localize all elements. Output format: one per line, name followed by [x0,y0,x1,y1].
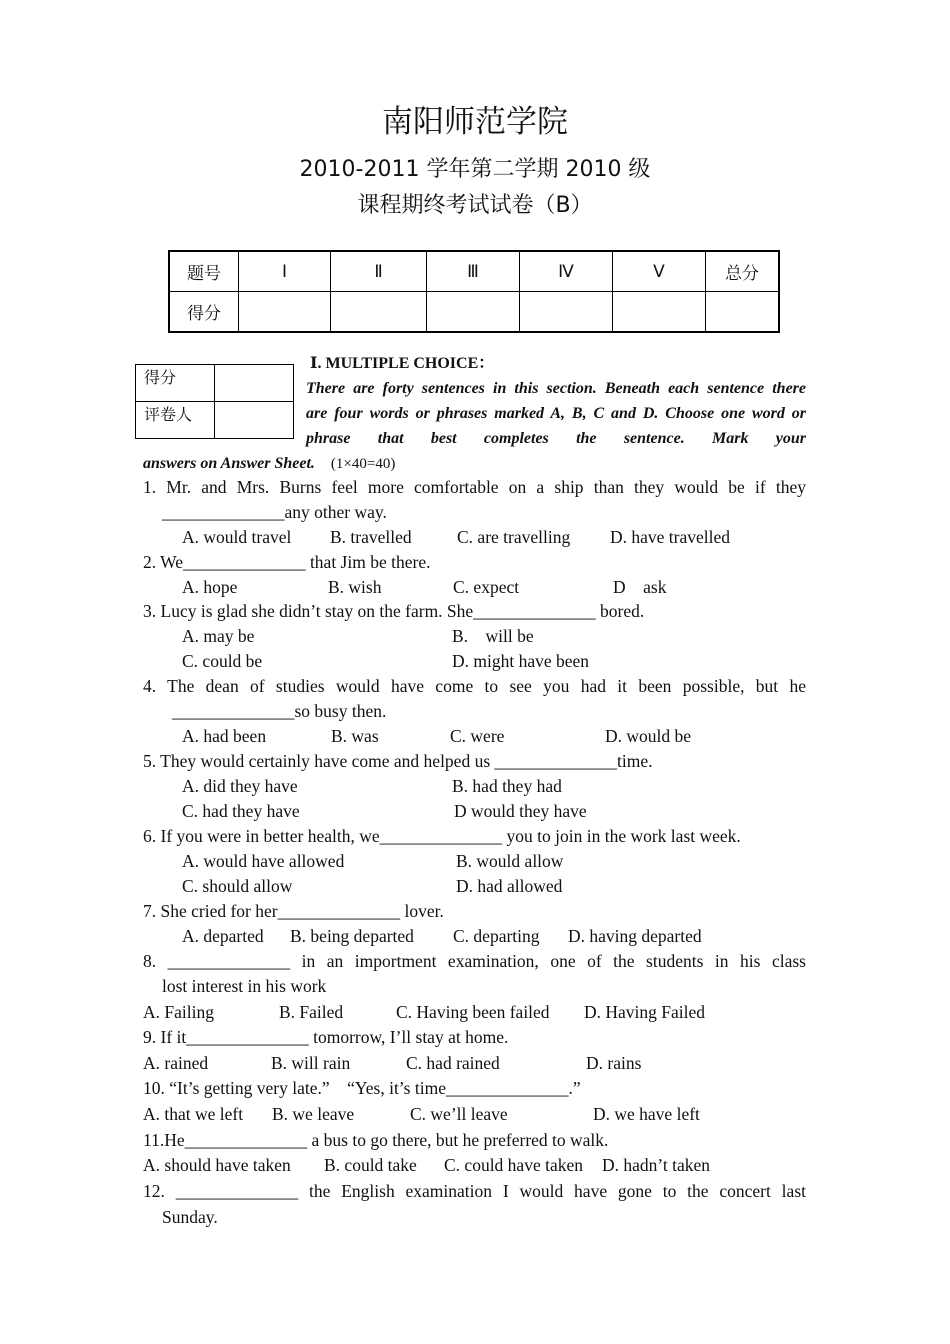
instruction-line-4-text: answers on Answer Sheet. [143,455,315,472]
score-table-row1-label: 题号 [169,251,239,292]
q7-option-a: A. departed [182,926,264,946]
q10-option-a: A. that we left [143,1104,244,1124]
q7-option-d: D. having departed [568,926,702,946]
q1-option-b: B. travelled [330,527,412,547]
q9-option-c: C. had rained [406,1053,500,1073]
score-col-5: Ⅴ [613,251,706,292]
q3-option-a: A. may be [182,626,255,646]
grader-name-label: 评卷人 [136,402,215,439]
q4-option-a: A. had been [182,726,267,746]
score-table-score-row [169,292,779,333]
q2-option-a: A. hope [182,577,238,597]
score-col-3: Ⅲ [427,251,520,292]
instruction-line-4 [143,452,395,476]
q2-option-d: D ask [613,577,667,597]
score-cell [427,292,520,333]
instruction-line-2: are four words or phrases marked A, B, C and D. Choose one word or [306,405,806,422]
q3-option-c: C. could be [182,651,263,671]
score-table-row2-label: 得分 [169,292,239,333]
q11-stem: 11.He______________ a bus to go there, but he preferred to walk. [143,1130,609,1150]
term-line: 2010-2011 学年第二学期 2010 级 [299,157,651,182]
q5-option-b: B. had they had [452,776,562,796]
q12-stem: 12. ______________ the English examination I would have gone to the concert last [143,1181,806,1201]
q3-option-d: D. might have been [452,651,590,671]
q9-option-b: B. will rain [271,1053,351,1073]
score-cell [331,292,427,333]
score-col-total: 总分 [706,251,780,292]
q6-option-b: B. would allow [456,851,564,871]
q10-option-d: D. we have left [593,1104,700,1124]
q4-stem-cont: ______________so busy then. [172,701,387,721]
q10-option-c: C. we’ll leave [410,1104,508,1124]
q6-stem: 6. If you were in better health, we______________ you to join in the work last week. [143,826,741,846]
score-col-2: Ⅱ [331,251,427,292]
q9-option-a: A. rained [143,1053,209,1073]
q8-option-c: C. Having been failed [396,1002,550,1022]
q11-option-c: C. could have taken [444,1155,583,1175]
q4-option-b: B. was [331,726,379,746]
score-col-4: Ⅳ [520,251,613,292]
score-table [168,250,780,333]
score-col-1: Ⅰ [239,251,331,292]
q1-option-c: C. are travelling [457,527,571,547]
q8-stem-cont: lost interest in his work [162,976,327,996]
score-cell [706,292,780,333]
school-name: 南阳师范学院 [382,104,568,140]
q6-option-c: C. should allow [182,876,293,896]
q12-stem-cont: Sunday. [162,1207,218,1227]
grader-score-cell [215,365,294,402]
q8-option-d: D. Having Failed [584,1002,706,1022]
q1-stem-cont: ______________any other way. [162,502,387,522]
grader-score-label: 得分 [136,365,215,402]
q5-option-a: A. did they have [182,776,298,796]
instruction-line-3: phrase that best completes the sentence. Mark your [306,430,806,447]
q7-stem: 7. She cried for her______________ lover. [143,901,444,921]
q7-option-c: C. departing [453,926,540,946]
grader-name-cell [215,402,294,439]
q8-option-b: B. Failed [279,1002,344,1022]
q4-option-d: D. would be [605,726,692,746]
q4-option-c: C. were [450,726,505,746]
q5-option-c: C. had they have [182,801,300,821]
q10-stem: 10. “It’s getting very late.” “Yes, it’s time______________.” [143,1078,581,1098]
q10-option-b: B. we leave [272,1104,355,1124]
score-cell [520,292,613,333]
q3-stem: 3. Lucy is glad she didn’t stay on the farm. She______________ bored. [143,601,645,621]
q2-option-b: B. wish [328,577,382,597]
q8-option-a: A. Failing [143,1002,214,1022]
q11-option-b: B. could take [324,1155,417,1175]
grader-table [135,364,294,439]
q1-option-a: A. would travel [182,527,292,547]
q6-option-a: A. would have allowed [182,851,345,871]
q7-option-b: B. being departed [290,926,414,946]
q1-stem: 1. Mr. and Mrs. Burns feel more comfortable on a ship than they would be if they [143,477,806,497]
score-cell [239,292,331,333]
q5-option-d: D would they have [454,801,587,821]
q6-option-d: D. had allowed [456,876,563,896]
score-cell [613,292,706,333]
q1-option-d: D. have travelled [610,527,731,547]
q5-stem: 5. They would certainly have come and helped us ______________time. [143,751,653,771]
instruction-line-1: There are forty sentences in this section. Beneath each sentence there [306,380,806,397]
q11-option-a: A. should have taken [143,1155,291,1175]
q2-stem: 2. We______________ that Jim be there. [143,552,431,572]
q11-option-d: D. hadn’t taken [602,1155,711,1175]
q4-stem: 4. The dean of studies would have come to see you had it been possible, but he [143,676,806,696]
section-title: Ⅰ. MULTIPLE CHOICE： [310,355,495,372]
q2-option-c: C. expect [453,577,520,597]
score-table-header-row [169,251,779,292]
q3-option-b: B. will be [452,626,534,646]
q9-stem: 9. If it______________ tomorrow, I’ll stay at home. [143,1027,509,1047]
exam-title: 课程期终考试试卷（B） [357,193,593,218]
section-points: (1×40=40) [330,456,396,472]
q8-stem: 8. ______________ in an importment examination, one of the students in his class [143,951,806,971]
q9-option-d: D. rains [586,1053,642,1073]
